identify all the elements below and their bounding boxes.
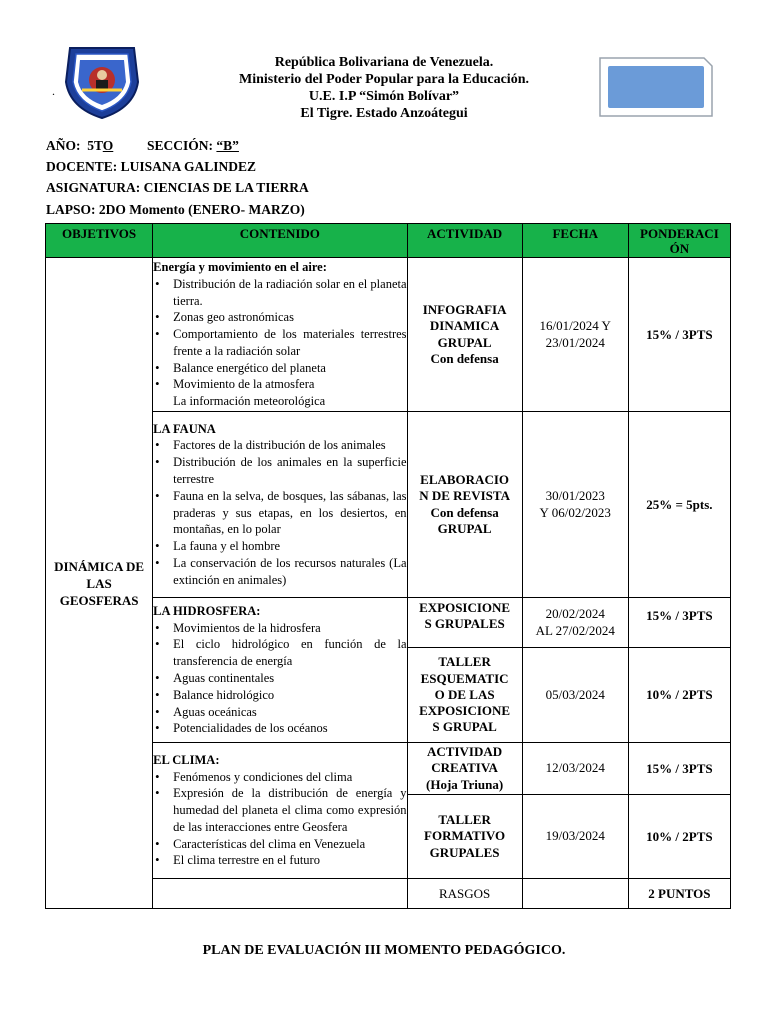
activity-line: TALLER [438, 654, 491, 670]
date-line: 30/01/2023 [545, 488, 605, 504]
list-item: • Características del clima en Venezuela [153, 836, 406, 853]
content-block-hidrosfera [153, 598, 407, 743]
content-block-energia [153, 258, 407, 412]
list-item: • La fauna y el hombre [153, 538, 406, 555]
list-item: • Aguas oceánicas [153, 704, 406, 721]
weight-cell: 25% = 5pts. [628, 412, 730, 598]
content-title: EL CLIMA: [153, 752, 220, 767]
activity-line: ELABORACIO [420, 472, 510, 488]
info-ano-seccion [46, 137, 239, 155]
list-item: • Movimientos de la hidrosfera [153, 620, 406, 637]
list-item: • Comportamiento de los materiales terrestres frente a la radiación solar [153, 326, 406, 360]
info-lapso: LAPSO: 2DO Momento (ENERO- MARZO) [46, 202, 305, 217]
list-item: • Distribución de los animales en la superficie terrestre [153, 454, 406, 488]
activity-line: DINAMICA [429, 318, 500, 334]
content-title: LA FAUNA [153, 421, 216, 436]
activity-cell [407, 743, 522, 795]
header-line-republica: República Bolivariana de Venezuela. [274, 55, 494, 70]
weight-cell: 10% / 2PTS [628, 795, 730, 879]
activity-line: CREATIVA [431, 760, 498, 776]
table-row [46, 258, 731, 412]
stray-dot: . [52, 84, 55, 98]
list-item: • Zonas geo astronómicas [153, 309, 406, 326]
date-line: Y 06/02/2023 [539, 504, 611, 520]
content-block-fauna [153, 412, 407, 598]
date-line: 12/03/2024 [545, 760, 605, 776]
date-cell [522, 648, 628, 743]
list-item: • Factores de la distribución de los animales [153, 437, 406, 454]
activity-line: N DE REVISTA [419, 488, 510, 504]
date-cell [522, 412, 628, 598]
list-item: • El clima terrestre en el futuro [153, 852, 406, 869]
activity-line: O DE LAS [434, 686, 495, 702]
list-item: • Distribución de la radiación solar en el planeta tierra. [153, 276, 406, 310]
header-actividad: ACTIVIDAD [407, 224, 522, 258]
ano-value-underlined: O [102, 138, 114, 153]
empty-date-cell [522, 879, 628, 909]
content-title: LA HIDROSFERA: [153, 603, 261, 618]
weight-cell: 10% / 2PTS [628, 648, 730, 743]
date-line: 23/01/2024 [545, 334, 605, 350]
weight-cell: 15% / 3PTS [628, 258, 730, 412]
content-title: Energía y movimiento en el aire: [153, 259, 327, 274]
activity-cell [407, 795, 522, 879]
list-item: • El ciclo hidrológico en función de la transferencia de energía [153, 636, 406, 670]
activity-line: (Hoja Triuna) [426, 776, 504, 792]
ano-value-prefix: 5T [87, 138, 103, 153]
header-fecha: FECHA [522, 224, 628, 258]
activity-line: GRUPAL [437, 520, 492, 536]
header-ponderacion: PONDERACI ÓN [628, 224, 730, 258]
blue-stamp [598, 56, 714, 118]
header-line-ministerio: Ministerio del Poder Popular para la Educación. [239, 72, 529, 87]
date-line: 16/01/2024 Y [539, 318, 611, 334]
total-points-cell: 2 PUNTOS [628, 879, 730, 909]
activity-line: GRUPALES [429, 844, 500, 860]
activity-line: TALLER [438, 812, 491, 828]
activity-line: FORMATIVO [424, 828, 506, 844]
content-block-clima [153, 743, 407, 879]
info-docente: DOCENTE: LUISANA GALINDEZ [46, 159, 257, 174]
list-item: • Fauna en la selva, de bosques, las sábanas, las praderas y sus etapas, en los desiertos, en montañas, en lo polar [153, 488, 406, 538]
activity-cell [407, 258, 522, 412]
activity-line: Con defensa [430, 504, 499, 520]
list-item: • Fenómenos y condiciones del clima [153, 769, 406, 786]
activity-line: ESQUEMATIC [420, 670, 509, 686]
list-item: • Potencialidades de los océanos [153, 720, 406, 737]
document-header [200, 54, 568, 122]
info-asignatura: ASIGNATURA: CIENCIAS DE LA TIERRA [46, 180, 309, 195]
date-cell [522, 258, 628, 412]
activity-cell [407, 412, 522, 598]
evaluation-plan-title: PLAN DE EVALUACIÓN III MOMENTO PEDAGÓGICO. [202, 943, 566, 958]
table-header-row [46, 224, 731, 258]
school-logo [62, 42, 142, 122]
list-item: • Balance energético del planeta [153, 360, 406, 377]
activity-line: S GRUPAL [432, 719, 497, 735]
weight-cell: 15% / 3PTS [628, 598, 730, 648]
list-item: • Movimiento de la atmosfera [153, 376, 406, 393]
list-item: • Balance hidrológico [153, 687, 406, 704]
activity-line: GRUPAL [437, 334, 492, 350]
activity-line: EXPOSICIONE [419, 703, 511, 719]
date-cell [522, 598, 628, 648]
seccion-label: SECCIÓN: [147, 138, 214, 153]
empty-content-cell [153, 879, 407, 909]
evaluation-plan-table [45, 223, 731, 909]
activity-line: S GRUPALES [424, 616, 505, 632]
ano-value [87, 138, 113, 153]
date-line: 19/03/2024 [545, 828, 605, 844]
list-item: • Expresión de la distribución de energía y humedad del planeta el clima como expresión de las interacciones entre Geosfera [153, 785, 406, 835]
list-item: • La conservación de los recursos naturales (La extinción en animales) [153, 555, 406, 589]
date-line: 05/03/2024 [545, 686, 605, 702]
activity-line: INFOGRAFIA [422, 302, 507, 318]
activity-line: Con defensa [430, 350, 499, 366]
seccion-value: “B” [216, 138, 239, 153]
activity-cell [407, 648, 522, 743]
weight-cell: 15% / 3PTS [628, 743, 730, 795]
rasgos-cell: RASGOS [407, 879, 522, 909]
activity-line: EXPOSICIONE [419, 600, 511, 615]
activity-line: ACTIVIDAD [427, 744, 503, 760]
activity-cell [407, 598, 522, 648]
header-line-location: El Tigre. Estado Anzoátegui [300, 106, 468, 121]
date-cell [522, 743, 628, 795]
objective-cell: DINÁMICA DE LAS GEOSFERAS [46, 258, 153, 909]
list-item: • Aguas continentales [153, 670, 406, 687]
date-line: 20/02/2024 [545, 606, 605, 622]
header-objetivos: OBJETIVOS [46, 224, 153, 258]
ano-label: AÑO: [46, 138, 81, 153]
header-contenido: CONTENIDO [153, 224, 407, 258]
header-line-school: U.E. I.P “Simón Bolívar” [308, 89, 460, 104]
list-item: La información meteorológica [173, 394, 326, 409]
date-line: AL 27/02/2024 [535, 622, 615, 638]
date-cell [522, 795, 628, 879]
